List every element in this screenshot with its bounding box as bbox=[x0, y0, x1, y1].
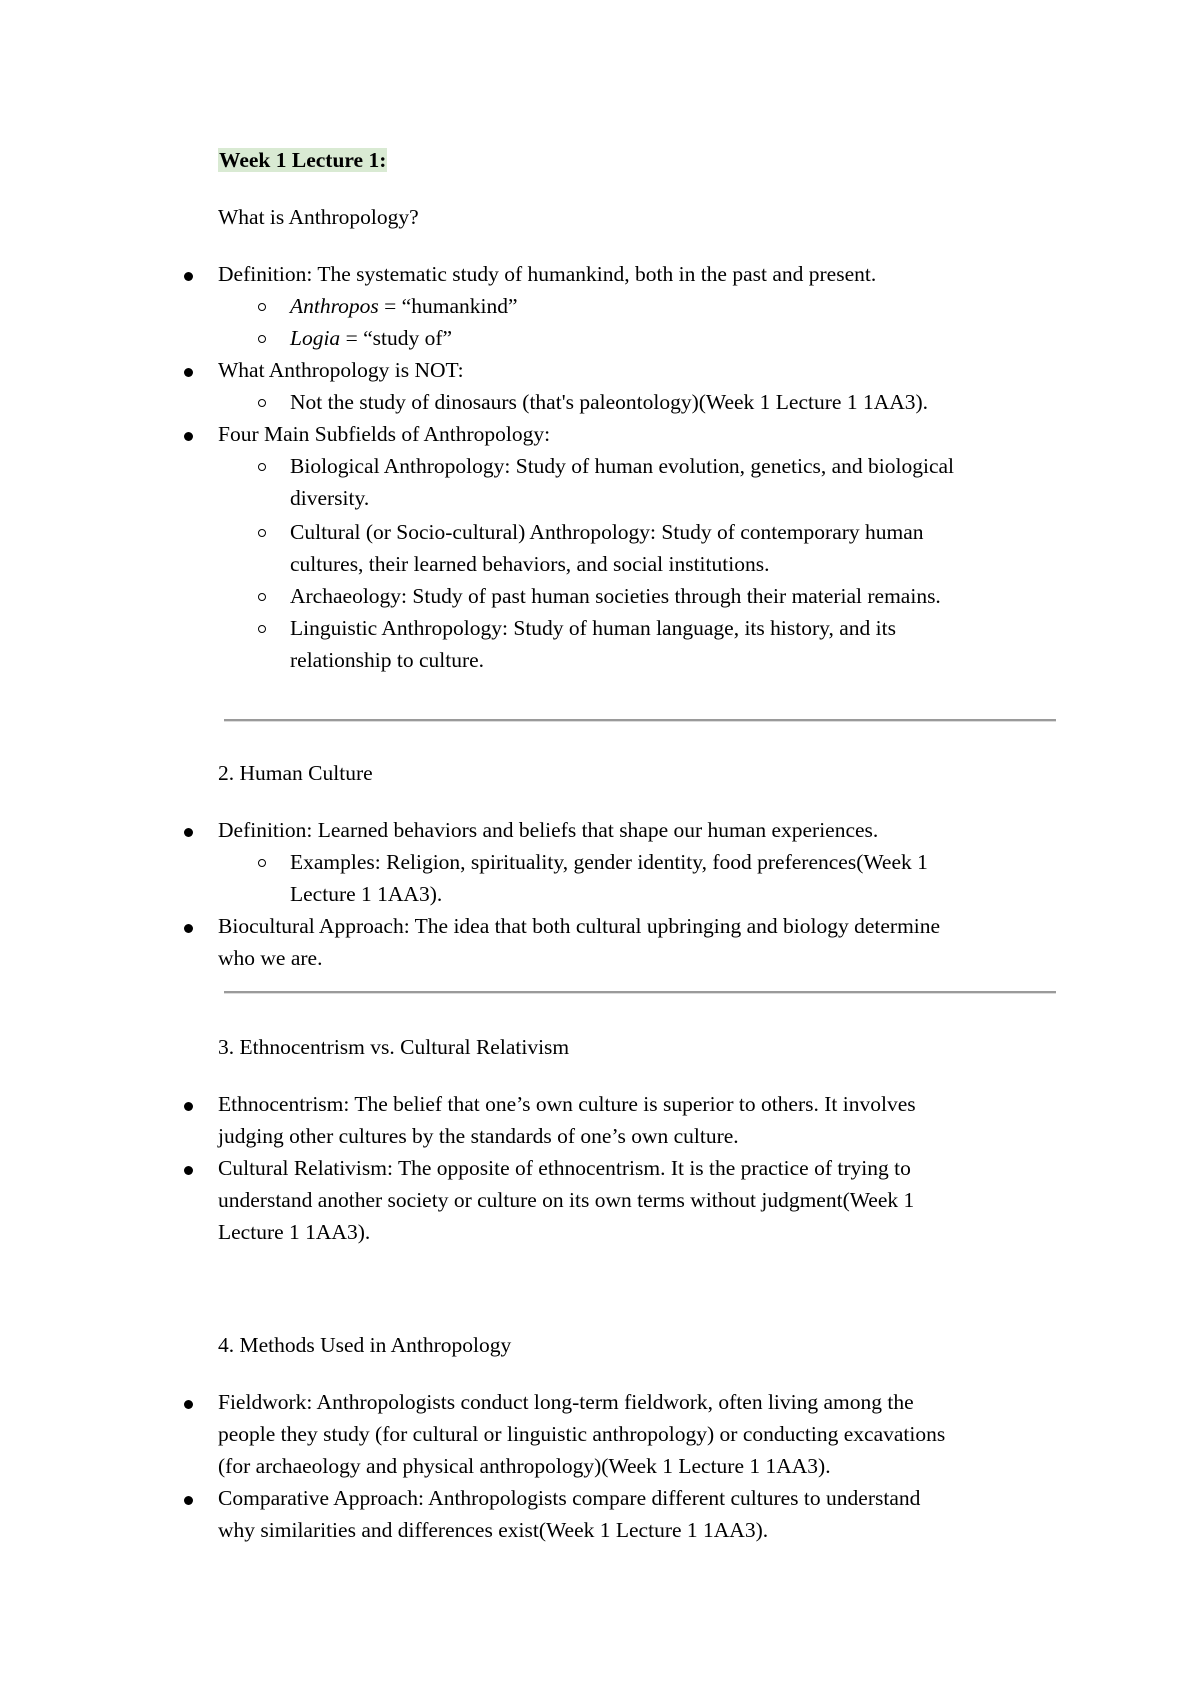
comparative-line-1: Comparative Approach: Anthropologists compare different cultures to understand bbox=[218, 1486, 921, 1510]
logia-term: Logia bbox=[290, 326, 341, 350]
hollow-bullet-icon bbox=[258, 593, 266, 601]
comparative-line-2: why similarities and differences exist(Week 1 Lecture 1 1AA3). bbox=[218, 1518, 769, 1542]
bullet-icon bbox=[184, 1400, 193, 1409]
logia-item bbox=[290, 322, 452, 354]
bullet-icon bbox=[184, 1496, 193, 1505]
fieldwork-line-1: Fieldwork: Anthropologists conduct long-term fieldwork, often living among the bbox=[218, 1390, 914, 1414]
bullet-icon bbox=[184, 828, 193, 837]
not-item: Not the study of dinosaurs (that's paleontology)(Week 1 Lecture 1 1AA3). bbox=[290, 390, 929, 414]
ethnocentrism-line-1: Ethnocentrism: The belief that one’s own culture is superior to others. It involves bbox=[218, 1092, 916, 1116]
fieldwork-line-2: people they study (for cultural or linguistic anthropology) or conducting excavations bbox=[218, 1422, 946, 1446]
relativism-line-3: Lecture 1 1AA3). bbox=[218, 1220, 371, 1244]
relativism-line-1: Cultural Relativism: The opposite of ethnocentrism. It is the practice of trying to bbox=[218, 1156, 911, 1180]
culture-examples-line-2: Lecture 1 1AA3). bbox=[290, 882, 443, 906]
bullet-icon bbox=[184, 272, 193, 281]
bullet-icon bbox=[184, 432, 193, 441]
hollow-bullet-icon bbox=[258, 399, 266, 407]
bullet-icon bbox=[184, 1166, 193, 1175]
relativism-line-2: understand another society or culture on its own terms without judgment(Week 1 bbox=[218, 1188, 915, 1212]
hollow-bullet-icon bbox=[258, 625, 266, 633]
logia-meaning: = “study of” bbox=[340, 326, 453, 350]
bullet-icon bbox=[184, 924, 193, 933]
hollow-bullet-icon bbox=[258, 303, 266, 311]
culture-definition-item: Definition: Learned behaviors and beliefs that shape our human experiences. bbox=[218, 818, 879, 842]
biocultural-line-1: Biocultural Approach: The idea that both cultural upbringing and biology determine bbox=[218, 914, 941, 938]
cultural-anthropology-line-1: Cultural (or Socio-cultural) Anthropology: Study of contemporary human bbox=[290, 520, 924, 544]
not-heading-item: What Anthropology is NOT: bbox=[218, 358, 464, 382]
bullet-icon bbox=[184, 368, 193, 377]
linguistic-anthropology-line-2: relationship to culture. bbox=[290, 648, 485, 672]
section-heading-ethnocentrism: 3. Ethnocentrism vs. Cultural Relativism bbox=[218, 1035, 570, 1059]
hollow-bullet-icon bbox=[258, 463, 266, 471]
section-heading-human-culture: 2. Human Culture bbox=[218, 761, 373, 785]
anthropos-term: Anthropos bbox=[290, 294, 379, 318]
hollow-bullet-icon bbox=[258, 859, 266, 867]
biocultural-line-2: who we are. bbox=[218, 946, 323, 970]
biological-anthropology-line-1: Biological Anthropology: Study of human evolution, genetics, and biological bbox=[290, 454, 955, 478]
fieldwork-line-3: (for archaeology and physical anthropology)(Week 1 Lecture 1 1AA3). bbox=[218, 1454, 831, 1478]
linguistic-anthropology-line-1: Linguistic Anthropology: Study of human language, its history, and its bbox=[290, 616, 896, 640]
anthropos-meaning: = “humankind” bbox=[378, 294, 518, 318]
ethnocentrism-line-2: judging other cultures by the standards of one’s own culture. bbox=[218, 1124, 739, 1148]
archaeology-item: Archaeology: Study of past human societies through their material remains. bbox=[290, 584, 941, 608]
lecture-title-highlight: Week 1 Lecture 1: bbox=[219, 148, 387, 172]
horizontal-divider bbox=[224, 719, 1056, 722]
hollow-bullet-icon bbox=[258, 529, 266, 537]
biological-anthropology-line-2: diversity. bbox=[290, 486, 370, 510]
lecture-title bbox=[218, 144, 387, 176]
horizontal-divider bbox=[224, 991, 1056, 994]
definition-item: Definition: The systematic study of humankind, both in the past and present. bbox=[218, 262, 877, 286]
bullet-icon bbox=[184, 1102, 193, 1111]
culture-examples-line-1: Examples: Religion, spirituality, gender identity, food preferences(Week 1 bbox=[290, 850, 928, 874]
section-heading-methods: 4. Methods Used in Anthropology bbox=[218, 1333, 512, 1357]
section-heading-what-is: What is Anthropology? bbox=[218, 205, 419, 229]
subfields-heading-item: Four Main Subfields of Anthropology: bbox=[218, 422, 551, 446]
cultural-anthropology-line-2: cultures, their learned behaviors, and social institutions. bbox=[290, 552, 770, 576]
anthropos-item bbox=[290, 290, 518, 322]
hollow-bullet-icon bbox=[258, 335, 266, 343]
